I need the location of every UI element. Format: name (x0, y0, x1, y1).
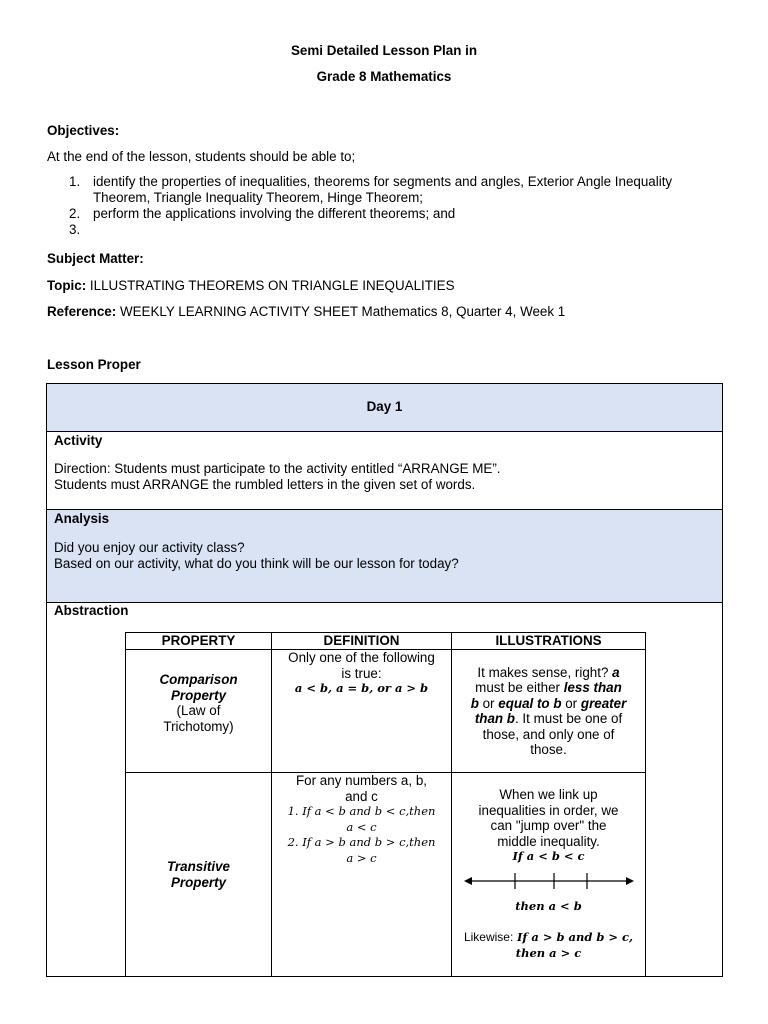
transitive-illustration-cell (452, 773, 646, 977)
ill-text: those, and only one of (482, 726, 615, 742)
transitive-def-item-1b: a < c (346, 819, 377, 834)
transitive-property-row (126, 773, 646, 977)
number-line-diagram (464, 867, 634, 895)
transitive-ill-math-4: then a > c (515, 945, 582, 960)
ill-a: a (612, 664, 620, 680)
objective-text: identify the properties of inequalities, theorems for segments and angles, Exterior Angle Inequality Theorem, Triangle Inequality Theorem, Hinge Theorem; (93, 174, 673, 205)
comparison-definition-cell (272, 650, 452, 773)
comparison-def-math: a < b, a = b, or a > b (294, 681, 429, 695)
ill-text: those. (530, 742, 567, 757)
ill-or: or (565, 695, 578, 711)
reference-label: Reference: (47, 304, 117, 319)
day-header-row (47, 384, 722, 431)
transitive-def-2: and c (345, 788, 378, 804)
ill-than-b: than b (474, 711, 515, 726)
transitive-definition-cell (272, 773, 452, 977)
properties-table (125, 632, 646, 977)
reference-line (47, 304, 565, 319)
transitive-ill-math-1: If a < b < c (512, 849, 585, 863)
topic-line (47, 278, 455, 293)
analysis-label: Analysis (54, 511, 110, 526)
column-header-property: PROPERTY (126, 633, 272, 650)
subject-matter-heading: Subject Matter: (47, 251, 144, 266)
column-header-illustrations: ILLUSTRATIONS (452, 633, 646, 650)
likewise-label: Likewise: (463, 930, 514, 944)
objective-number: 2. (69, 206, 81, 221)
comparison-sub-2: Trichotomy) (163, 718, 234, 734)
column-header-definition: DEFINITION (272, 633, 452, 650)
transitive-ill-2: inequalities in order, we (478, 802, 619, 818)
transitive-def-1: For any numbers a, b, (296, 773, 427, 788)
ill-less-than: less than (563, 680, 622, 695)
objective-number: 3. (69, 222, 81, 237)
comparison-name-1: Comparison (159, 672, 238, 687)
objective-item (47, 206, 727, 222)
comparison-sub-1: (Law of (176, 703, 221, 718)
comparison-def-1: Only one of the following (288, 650, 435, 665)
transitive-ill-3: can "jump over" the (490, 818, 607, 833)
table-header-row (126, 633, 646, 650)
comparison-illustration-text (452, 665, 645, 758)
number-line-right-arrow (626, 877, 634, 885)
analysis-question-1: Did you enjoy our activity class? (54, 540, 245, 555)
comparison-name-2: Property (170, 687, 227, 703)
transitive-def-item-2b: a > c (346, 850, 377, 865)
document-title: Semi Detailed Lesson Plan in (290, 43, 478, 58)
objective-text (93, 222, 97, 237)
day-title: Day 1 (366, 399, 403, 414)
ill-b: b (470, 695, 479, 711)
transitive-ill-math-2: then a < b (515, 898, 582, 913)
transitive-property-cell (126, 773, 272, 977)
lesson-table (46, 383, 723, 977)
objective-item (47, 222, 727, 238)
objective-number: 1. (69, 174, 81, 189)
objectives-list (47, 174, 727, 238)
transitive-ill-1: When we link up (499, 787, 598, 802)
transitive-name-1: Transitive (166, 859, 231, 874)
lesson-proper-heading: Lesson Proper (47, 357, 141, 372)
activity-label: Activity (54, 433, 103, 448)
comparison-def-2: is true: (341, 665, 382, 681)
analysis-row (47, 509, 722, 602)
transitive-def-item-1a: 1. If a < b and b < c,then (287, 804, 436, 818)
objectives-intro: At the end of the lesson, students should be able to; (47, 149, 356, 164)
comparison-property-cell (126, 650, 272, 773)
ill-or: or (482, 695, 495, 711)
transitive-likewise-line (452, 929, 645, 946)
objective-text: perform the applications involving the different theorems; and (93, 206, 456, 221)
objectives-heading: Objectives: (47, 123, 120, 138)
ill-text: . It must be one of (514, 711, 623, 726)
topic-label: Topic: (47, 278, 87, 293)
ill-equal-to: equal to b (498, 695, 562, 711)
activity-row (47, 431, 722, 509)
abstraction-label: Abstraction (54, 603, 129, 618)
transitive-name-2: Property (170, 874, 227, 890)
comparison-illustration-cell (452, 650, 646, 773)
transitive-ill-math-3: If a > b and b > c, (517, 930, 634, 944)
ill-greater: greater (580, 695, 627, 711)
activity-direction: Direction: Students must participate to the activity entitled “ARRANGE ME”. (54, 461, 501, 476)
comparison-property-row (126, 650, 646, 773)
reference-value: WEEKLY LEARNING ACTIVITY SHEET Mathematics 8, Quarter 4, Week 1 (119, 304, 566, 319)
analysis-question-2: Based on our activity, what do you think will be our lesson for today? (54, 556, 459, 571)
objective-item (47, 174, 727, 206)
transitive-def-item-2a: 2. If a > b and b > c,then (287, 835, 436, 849)
ill-text: must be either (475, 680, 561, 695)
activity-instruction: Students must ARRANGE the rumbled letters in the given set of words. (54, 477, 476, 492)
document-subtitle: Grade 8 Mathematics (316, 69, 452, 84)
transitive-ill-4: middle inequality. (497, 833, 600, 849)
number-line-left-arrow (464, 877, 472, 885)
topic-value: ILLUSTRATING THEOREMS ON TRIANGLE INEQUALITIES (89, 278, 455, 293)
ill-text: It makes sense, right? (477, 664, 609, 680)
